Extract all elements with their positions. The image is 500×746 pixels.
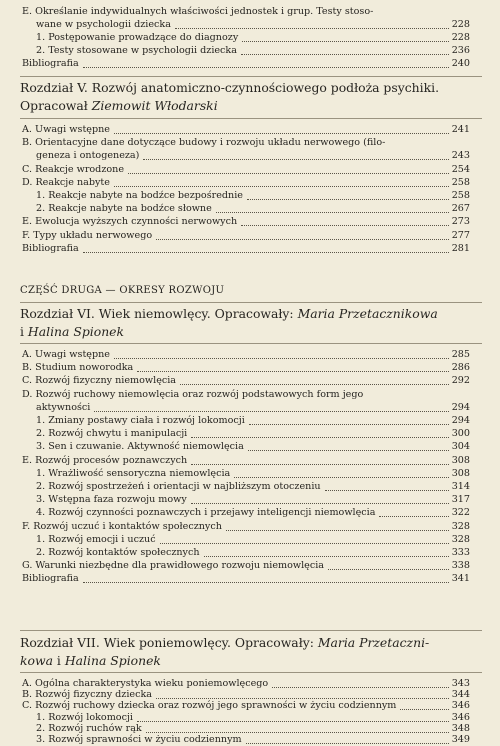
chapter-author: Halina Spionek	[27, 324, 125, 339]
chapter-v-author-line	[20, 97, 218, 115]
toc-page-number: 349	[451, 734, 470, 745]
leader-dots	[114, 186, 449, 187]
chapter-author: Halina Spionek	[64, 653, 161, 668]
part-title: CZĘŚĆ DRUGA — OKRESY ROZWOJU	[20, 285, 225, 296]
toc-page-number: 243	[451, 150, 470, 162]
toc-entry-label: 2. Rozwój kontaktów społecznych	[36, 547, 200, 558]
leader-dots	[143, 159, 448, 160]
leader-dots	[137, 371, 448, 372]
toc-entry	[22, 700, 470, 712]
toc-page-number: 344	[451, 689, 470, 701]
toc-entry-label: C. Reakcje wrodzone	[22, 163, 125, 175]
toc-entry	[22, 689, 470, 701]
leader-dots	[241, 54, 449, 55]
toc-entry	[36, 507, 470, 519]
chapter-vi-author-line	[20, 323, 124, 341]
toc-page-number: 348	[451, 722, 470, 734]
leader-dots	[325, 490, 449, 491]
toc-entry	[36, 441, 470, 453]
chapter-author: Maria Przetaczni-	[317, 635, 430, 650]
leader-dots	[83, 67, 449, 68]
toc-entry	[36, 534, 470, 546]
leader-dots	[114, 133, 449, 134]
toc-entry	[36, 203, 470, 215]
toc-entry-label: wane w psychologii dziecka	[36, 19, 171, 30]
toc-page-number: 241	[451, 124, 470, 135]
toc-page-number: 228	[451, 32, 470, 43]
toc-entry-label: A. Uwagi wstępne	[22, 349, 110, 360]
toc-entry	[22, 521, 470, 533]
chapter-author: Ziemowit Włodarski	[91, 98, 218, 113]
toc-entry	[36, 481, 470, 493]
toc-page-number: 228	[451, 19, 470, 30]
toc-entry	[36, 494, 470, 506]
leader-dots	[248, 450, 449, 451]
leader-dots	[328, 569, 449, 570]
chapter-vii-author-line	[20, 652, 161, 670]
toc-entry	[22, 349, 470, 361]
leader-dots	[216, 212, 449, 213]
toc-entry	[36, 547, 470, 559]
toc-page-number: 328	[451, 533, 470, 545]
toc-entry-label: 1. Rozwój emocji i uczuć	[36, 533, 156, 545]
leader-dots	[156, 239, 449, 240]
toc-entry	[22, 375, 470, 387]
toc-page-number: 258	[451, 190, 470, 201]
section-rule	[20, 118, 482, 119]
toc-entry	[22, 177, 470, 189]
section-rule	[20, 672, 482, 673]
toc-entry-bibliography	[22, 573, 470, 585]
toc-entry	[22, 455, 470, 467]
toc-entry	[36, 32, 470, 44]
toc-entry-label: 2. Rozwój chwytu i manipulacji	[36, 428, 188, 440]
toc-entry-label: 1. Zmiany postawy ciała i rozwój lokomocji	[36, 415, 245, 426]
leader-dots	[272, 687, 449, 688]
leader-dots	[379, 516, 448, 517]
toc-entry	[36, 45, 470, 57]
toc-page-number: 341	[451, 573, 470, 585]
toc-entry-label: Bibliografia	[22, 242, 79, 254]
chapter-title-text: Rozdział VII. Wiek poniemowlęcy. Opracowały:	[20, 635, 314, 650]
leader-dots	[137, 721, 449, 722]
toc-page-number: 346	[451, 700, 470, 712]
toc-entry-label: 1. Reakcje nabyte na bodźce bezpośrednie	[36, 190, 243, 201]
toc-entry-label: E. Rozwój procesów poznawczych	[22, 454, 188, 466]
toc-page-number: 308	[451, 454, 470, 466]
toc-page-number: 308	[451, 467, 470, 479]
toc-entry-e-line1: E. Określanie indywidualnych właściwości jednostek i grup. Testy stoso-	[22, 6, 374, 17]
chapter-author-conjunction: i	[20, 324, 24, 339]
toc-entry-label: Bibliografia	[22, 58, 79, 69]
toc-entry-label: C. Rozwój fizyczny niemowlęcia	[22, 375, 177, 387]
toc-page-number: 258	[451, 176, 470, 188]
leader-dots	[180, 384, 449, 385]
toc-page-number: 236	[451, 45, 470, 56]
toc-page-number: 294	[451, 415, 470, 426]
leader-dots	[83, 582, 449, 583]
toc-entry	[36, 428, 470, 440]
toc-entry-label: 1. Postępowanie prowadzące do diagnozy	[36, 32, 239, 43]
toc-entry-label: 3. Wstępna faza rozwoju mowy	[36, 494, 187, 506]
toc-page-number: 273	[451, 216, 470, 228]
toc-entry	[22, 678, 470, 690]
chapter-vi-title	[20, 305, 438, 323]
chapter-author: Maria Przetacznikowa	[297, 306, 438, 321]
toc-entry-label: C. Rozwój ruchowy dziecka oraz rozwój jego sprawności w życiu codziennym	[22, 700, 397, 712]
leader-dots	[191, 464, 449, 465]
toc-entry-bibliography	[22, 243, 470, 255]
toc-entry-label: aktywności	[36, 401, 91, 413]
toc-entry-label-line1: B. Orientacyjne dane dotyczące budowy i rozwoju układu nerwowego (filo-	[22, 137, 386, 149]
toc-entry	[22, 560, 470, 572]
toc-entry	[22, 216, 470, 228]
toc-entry	[36, 712, 470, 724]
toc-page-number: 304	[451, 441, 470, 453]
chapter-title-text: Rozdział VI. Wiek niemowlęcy. Opracowały:	[20, 306, 294, 321]
toc-entry-label-line1: D. Rozwój ruchowy niemowlęcia oraz rozwój podstawowych form jego	[22, 388, 364, 400]
toc-entry-label: A. Uwagi wstępne	[22, 124, 110, 135]
toc-page-number: 322	[451, 507, 470, 519]
toc-page-number: 328	[451, 520, 470, 532]
section-rule	[20, 343, 482, 344]
toc-page-number: 338	[451, 560, 470, 572]
leader-dots	[114, 358, 449, 359]
toc-entry	[36, 734, 470, 746]
chapter-vii-title	[20, 634, 429, 652]
toc-entry	[22, 164, 470, 176]
toc-page-number: 292	[451, 375, 470, 387]
toc-entry-label: Bibliografia	[22, 573, 79, 585]
leader-dots	[204, 556, 449, 557]
section-rule	[20, 630, 482, 631]
section-rule	[20, 76, 482, 77]
toc-page-number: 314	[451, 481, 470, 492]
toc-page-number: 286	[451, 362, 470, 374]
toc-entry-label: 4. Rozwój czynności poznawczych i przejawy inteligencji niemowlęcia	[36, 507, 376, 519]
leader-dots	[128, 173, 449, 174]
toc-entry-label: G. Warunki niezbędne dla prawidłowego rozwoju niemowlęcia	[22, 560, 325, 572]
toc-page-number: 277	[451, 229, 470, 241]
leader-dots	[83, 252, 449, 253]
toc-page-number: 300	[451, 428, 470, 440]
toc-entry-label: 2. Reakcje nabyte na bodźce słowne	[36, 203, 212, 215]
toc-entry-label: 2. Testy stosowane w psychologii dziecka	[36, 45, 237, 56]
chapter-title-text: Rozdział V. Rozwój anatomiczno-czynnościowego podłoża psychiki.	[20, 80, 440, 95]
leader-dots	[175, 28, 449, 29]
leader-dots	[191, 437, 448, 438]
toc-page-number: 317	[451, 494, 470, 506]
leader-dots	[234, 477, 448, 478]
toc-entry-label: F. Rozwój uczuć i kontaktów społecznych	[22, 520, 222, 532]
toc-entry-label: E. Ewolucja wyższych czynności nerwowych	[22, 216, 238, 228]
leader-dots	[156, 698, 449, 699]
toc-entry	[36, 415, 470, 427]
toc-page-number: 254	[451, 163, 470, 175]
toc-entry-label: 1. Rozwój lokomocji	[36, 711, 133, 723]
toc-entry	[36, 402, 470, 414]
toc-page-number: 285	[451, 349, 470, 360]
toc-page-number: 343	[451, 678, 470, 689]
toc-page-number: 267	[451, 203, 470, 215]
leader-dots	[146, 732, 449, 733]
leader-dots	[400, 709, 448, 710]
toc-page-number: 346	[451, 711, 470, 723]
toc-entry-label: A. Ogólna charakterystyka wieku poniemowlęcego	[22, 678, 269, 689]
toc-entry-label: F. Typy układu nerwowego	[22, 229, 153, 241]
toc-entry	[22, 362, 470, 374]
toc-page-number: 281	[451, 242, 470, 254]
leader-dots	[241, 225, 449, 226]
toc-entry	[36, 150, 470, 162]
chapter-author-conjunction: i	[56, 653, 61, 668]
toc-entry-label: 2. Rozwój ruchów rąk	[36, 722, 142, 734]
leader-dots	[191, 503, 449, 504]
chapter-author-prefix: Opracował	[20, 98, 88, 113]
toc-entry	[36, 723, 470, 735]
toc-page-number: 333	[451, 547, 470, 558]
leader-dots	[247, 199, 449, 200]
toc-page-number: 240	[451, 58, 470, 69]
toc-entry-label: 1. Wrażliwość sensoryczna niemowlęcia	[36, 467, 231, 479]
toc-entry	[36, 468, 470, 480]
toc-entry	[36, 190, 470, 202]
toc-entry	[22, 230, 470, 242]
leader-dots	[249, 424, 449, 425]
toc-entry-bibliography	[22, 58, 470, 70]
toc-entry-label: 3. Sen i czuwanie. Aktywność niemowlęcia	[36, 441, 244, 453]
toc-entry-label: D. Reakcje nabyte	[22, 176, 110, 188]
toc-entry-label: 3. Rozwój sprawności w życiu codziennym	[36, 734, 242, 745]
toc-entry	[22, 124, 470, 136]
chapter-author: kowa	[20, 653, 53, 668]
toc-page-number: 294	[451, 401, 470, 413]
toc-entry	[36, 19, 470, 31]
leader-dots	[242, 41, 448, 42]
section-rule	[20, 302, 482, 303]
leader-dots	[246, 743, 449, 744]
toc-entry-label: 2. Rozwój spostrzeżeń i orientacji w najbliższym otoczeniu	[36, 481, 321, 492]
toc-entry-label: geneza i ontogeneza)	[36, 150, 140, 162]
toc-entry-label: B. Rozwój fizyczny dziecka	[22, 689, 153, 701]
leader-dots	[94, 411, 448, 412]
toc-entry-label: B. Studium noworodka	[22, 362, 134, 374]
leader-dots	[160, 543, 449, 544]
leader-dots	[226, 530, 449, 531]
chapter-v-title	[20, 79, 439, 97]
